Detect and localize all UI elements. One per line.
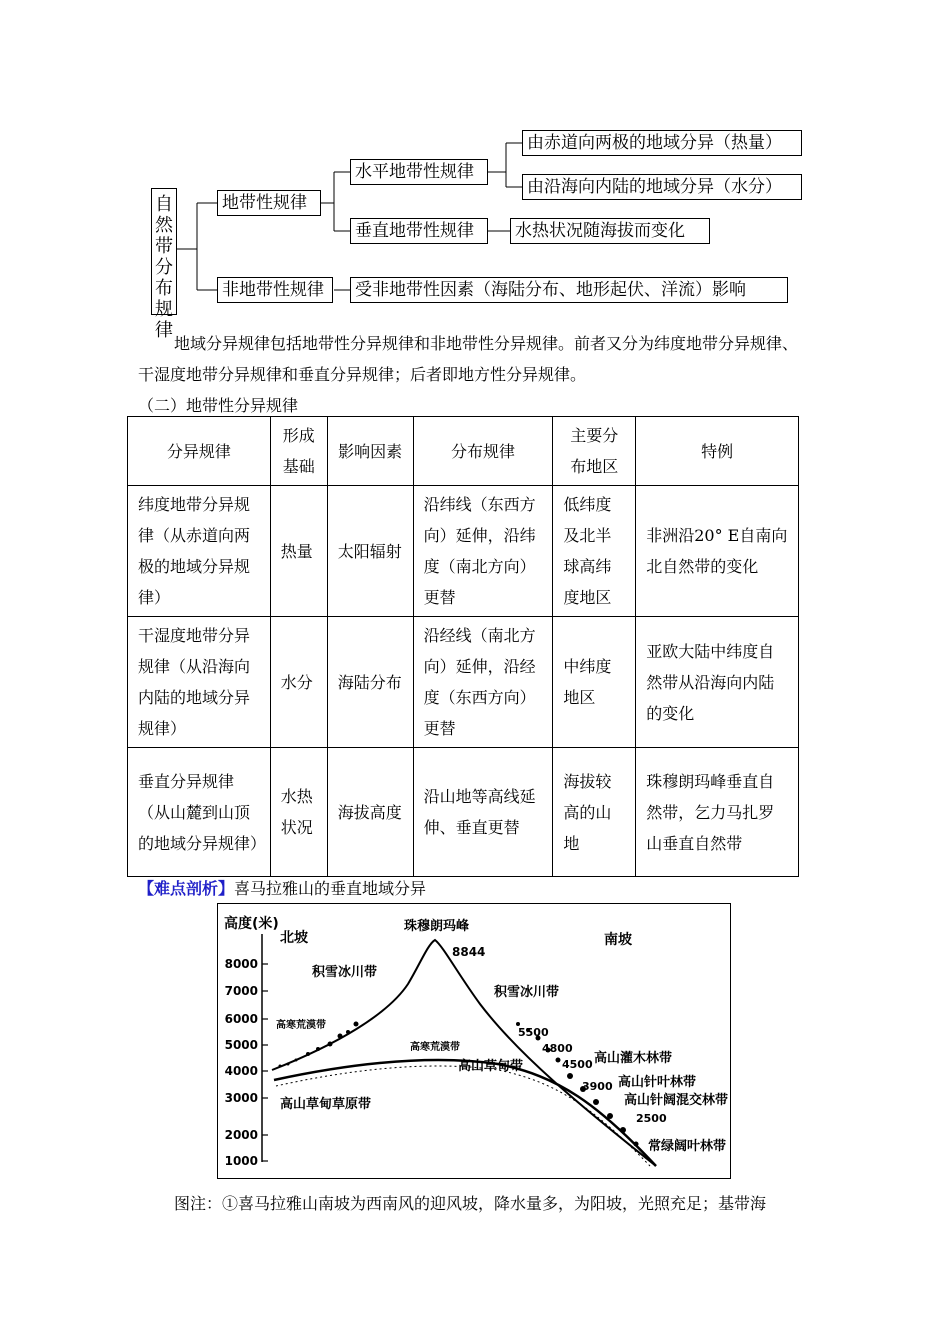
height-4800: 4800 bbox=[542, 1042, 573, 1055]
table-header: 形成基础 bbox=[270, 417, 327, 486]
y-tick: 4000 bbox=[224, 1064, 258, 1078]
table-header: 主要分布地区 bbox=[553, 417, 636, 486]
himalaya-figure bbox=[217, 903, 731, 1179]
table-cell: 沿纬线（东西方向）延伸，沿纬度（南北方向）更替 bbox=[413, 486, 553, 617]
table-cell: 海拔较高的山地 bbox=[553, 748, 636, 877]
peak-label: 珠穆朗玛峰 bbox=[404, 919, 470, 934]
table-row bbox=[128, 617, 799, 748]
y-tick: 5000 bbox=[224, 1038, 258, 1052]
table-cell: 纬度地带分异规律（从赤道向两极的地域分异规律） bbox=[128, 486, 271, 617]
steppe-label: 高山草甸草原带 bbox=[280, 1097, 372, 1112]
tree-node-zonal: 地带性规律 bbox=[217, 190, 321, 216]
height-3900: 3900 bbox=[582, 1080, 613, 1093]
table-header: 特例 bbox=[636, 417, 799, 486]
south-slope-label: 南坡 bbox=[604, 932, 632, 948]
difficulty-text: 喜马拉雅山的垂直地域分异 bbox=[234, 879, 427, 898]
table-row bbox=[128, 486, 799, 617]
mixed-label: 高山针阔混交林带 bbox=[624, 1093, 729, 1108]
evergreen-label: 常绿阔叶林带 bbox=[648, 1139, 727, 1154]
tree-node-horizontal: 水平地带性规律 bbox=[350, 159, 488, 185]
paragraph-intro: 地域分异规律包括地带性分异规律和非地带性分异规律。前者又分为纬度地带分异规律、干湿度地带分异规律和垂直分异规律；后者即地方性分异规律。 bbox=[138, 334, 799, 384]
table-cell: 珠穆朗玛峰垂直自然带，乞力马扎罗山垂直自然带 bbox=[636, 748, 799, 877]
tree-node-coastal: 由沿海向内陆的地域分异（水分） bbox=[522, 174, 802, 200]
north-slope-label: 北坡 bbox=[280, 930, 308, 946]
table-cell: 海陆分布 bbox=[327, 617, 413, 748]
table-cell: 热量 bbox=[270, 486, 327, 617]
table-cell: 太阳辐射 bbox=[327, 486, 413, 617]
snow-north-label: 积雪冰川带 bbox=[312, 965, 378, 980]
figure-note: 图注：①喜马拉雅山南坡为西南风的迎风坡，降水量多，为阳坡，光照充足；基带海 bbox=[174, 1194, 767, 1213]
desert-south-label: 高寒荒漠带 bbox=[410, 1042, 460, 1053]
table-cell: 水热状况 bbox=[270, 748, 327, 877]
tree-root: 自 然 带 分 布 规 律 bbox=[151, 188, 177, 315]
conifer-label: 高山针叶林带 bbox=[618, 1075, 697, 1090]
table-cell: 干湿度地带分异规律（从沿海向内陆的地域分异规律） bbox=[128, 617, 271, 748]
table-cell: 垂直分异规律（从山麓到山顶的地域分异规律） bbox=[128, 748, 271, 877]
tree-node-nonzonal: 非地带性规律 bbox=[217, 277, 333, 303]
difficulty-label: 【难点剖析】 bbox=[138, 879, 235, 898]
table-cell: 亚欧大陆中纬度自然带从沿海向内陆的变化 bbox=[636, 617, 799, 748]
table-cell: 中纬度地区 bbox=[553, 617, 636, 748]
table-cell: 非洲沿20° E自南向北自然带的变化 bbox=[636, 486, 799, 617]
table-cell: 沿山地等高线延伸、垂直更替 bbox=[413, 748, 553, 877]
height-4500: 4500 bbox=[562, 1058, 593, 1071]
y-tick: 7000 bbox=[224, 984, 258, 998]
tree-node-nonzonal-desc: 受非地带性因素（海陆分布、地形起伏、洋流）影响 bbox=[350, 277, 788, 303]
table-header: 影响因素 bbox=[327, 417, 413, 486]
peak-height: 8844 bbox=[452, 945, 486, 959]
shrub-label: 高山灌木林带 bbox=[594, 1051, 673, 1066]
table-cell: 沿经线（南北方向）延伸，沿经度（东西方向）更替 bbox=[413, 617, 553, 748]
tree-node-vertical-desc: 水热状况随海拔而变化 bbox=[510, 218, 710, 244]
difficulty-heading bbox=[138, 876, 426, 899]
height-2500: 2500 bbox=[636, 1112, 667, 1125]
table-header: 分布规律 bbox=[413, 417, 553, 486]
meadow-label: 高山草甸带 bbox=[458, 1059, 524, 1074]
y-tick: 6000 bbox=[224, 1012, 258, 1026]
y-tick: 2000 bbox=[224, 1128, 258, 1142]
y-tick: 3000 bbox=[224, 1091, 258, 1105]
table-header-row bbox=[128, 417, 799, 486]
y-axis-label: 高度(米) bbox=[224, 916, 279, 932]
y-tick: 1000 bbox=[224, 1154, 258, 1168]
tree-node-latitudinal: 由赤道向两极的地域分异（热量） bbox=[522, 130, 802, 156]
desert-north-label: 高寒荒漠带 bbox=[276, 1020, 326, 1031]
tree-node-vertical: 垂直地带性规律 bbox=[350, 218, 488, 244]
section-title: （二）地带性分异规律 bbox=[138, 396, 299, 415]
table-cell: 低纬度及北半球高纬度地区 bbox=[553, 486, 636, 617]
himalaya-drawing bbox=[218, 904, 730, 1178]
tree-root-char: 律 bbox=[155, 320, 173, 341]
snow-south-label: 积雪冰川带 bbox=[494, 985, 560, 1000]
y-tick: 8000 bbox=[224, 957, 258, 971]
table-cell: 水分 bbox=[270, 617, 327, 748]
table-row bbox=[128, 748, 799, 877]
zonal-table bbox=[127, 416, 799, 877]
table-cell: 海拔高度 bbox=[327, 748, 413, 877]
table-header: 分异规律 bbox=[128, 417, 271, 486]
height-5500: 5500 bbox=[518, 1026, 549, 1039]
